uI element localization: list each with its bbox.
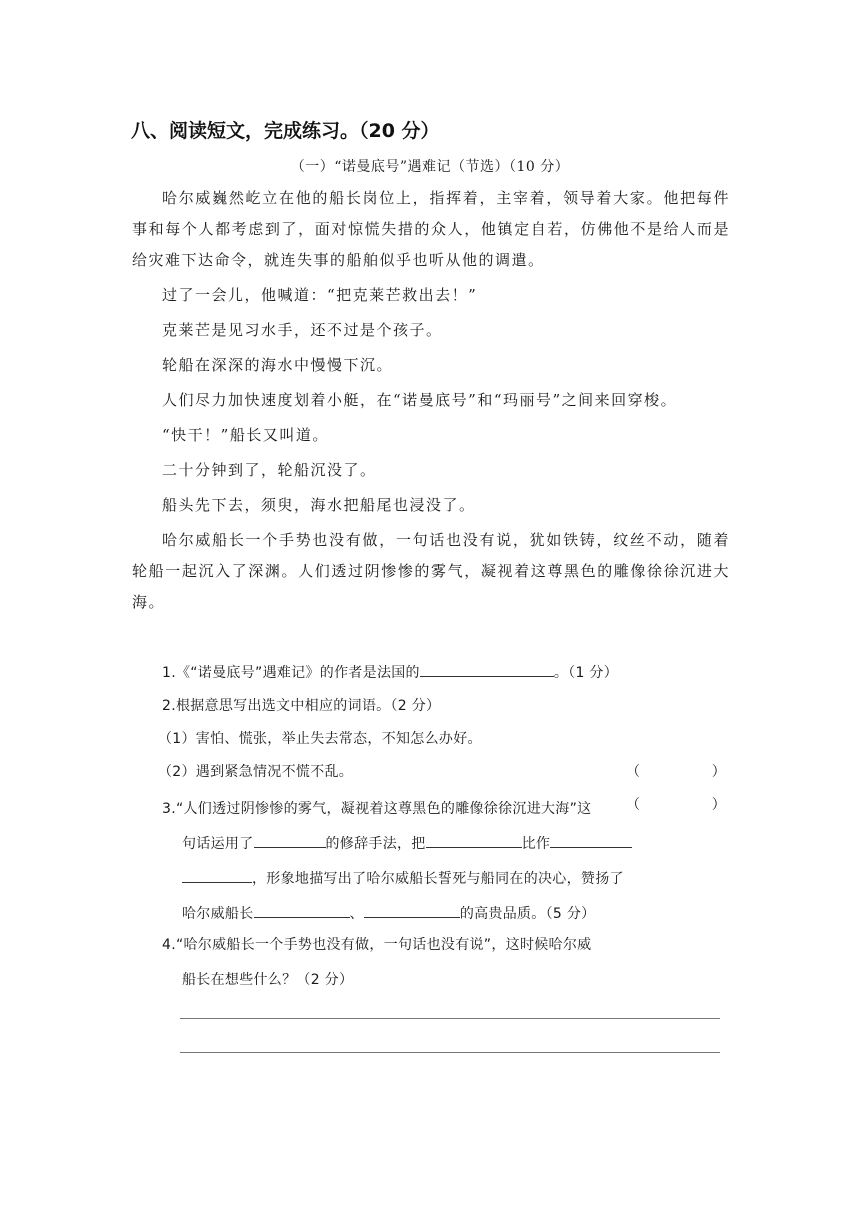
question-4-line-1: 4.“哈尔威船长一个手势也没有做，一句话也没有说”，这时候哈尔威 — [162, 937, 592, 953]
passage-paragraph: 克莱芒是见习水手，还不过是个孩子。 — [162, 321, 443, 339]
question-2-answer-2[interactable]: （ ） — [626, 797, 726, 813]
question-2-item-1-text: （1）害怕、慌张，举止失去常态，不知怎么办好。 — [158, 731, 482, 747]
question-3-line-4: 哈尔威船长 、 的高贵品质。（5 分） — [162, 897, 732, 932]
passage-paragraph: 轮船在深深的海水中慢慢下沉。 — [162, 356, 394, 374]
question-2-answer-1[interactable]: （ ） — [626, 764, 726, 780]
quality-blank-1[interactable] — [254, 899, 350, 918]
question-3-line-1: 3.“人们透过阴惨惨的雾气，凝视着这尊黑色的雕像徐徐沉进大海”这 — [162, 801, 592, 817]
passage-paragraph: 人们尽力加快速度划着小艇，在“诺曼底号”和“玛丽号”之间来回穿梭。 — [162, 391, 678, 409]
passage-paragraph: “快干！”船长又叫道。 — [162, 426, 329, 444]
passage — [132, 183, 730, 618]
passage-paragraph: 过了一会儿，他喊道：“把克莱芒救出去！” — [162, 286, 478, 304]
question-2-item-2-text: （2）遇到紧急情况不慌不乱。 — [158, 764, 354, 780]
question-3 — [162, 792, 732, 932]
question-1 — [162, 657, 732, 690]
passage-subtitle: （一）“诺曼底号”遇难记（节选）（10 分） — [290, 159, 570, 175]
passage-paragraph: 二十分钟到了，轮船沉没了。 — [162, 461, 377, 479]
question-1-blank[interactable] — [420, 658, 554, 677]
question-1-text: 1.《“诺曼底号”遇难记》的作者是法国的 — [162, 665, 420, 681]
comparison-blank-cont[interactable] — [182, 864, 252, 883]
answer-line-1[interactable] — [180, 1018, 720, 1019]
answer-line-2[interactable] — [180, 1052, 720, 1053]
question-2-prompt: 2.根据意思写出选文中相应的词语。（2 分） — [162, 698, 441, 714]
question-4 — [162, 928, 732, 998]
question-4-line-2: 船长在想些什么？（2 分） — [182, 972, 354, 988]
quality-blank-2[interactable] — [364, 899, 460, 918]
passage-paragraph: 哈尔威船长一个手势也没有做，一句话也没有说，犹如铁铸，纹丝不动，随着轮船一起沉入了深渊。人们透过阴惨惨的雾气，凝视着这尊黑色的雕像徐徐沉进大海。 — [132, 531, 730, 611]
comparison-blank[interactable] — [550, 829, 632, 848]
section-title: 八、阅读短文，完成练习。（20 分） — [131, 120, 440, 142]
question-1-score: 。（1 分） — [553, 665, 619, 681]
question-3-line-3: ，形象地描写出了哈尔威船长誓死与船同在的决心，赞扬了 — [162, 862, 732, 897]
subject-blank[interactable] — [426, 829, 522, 848]
passage-paragraph: 哈尔威巍然屹立在他的船长岗位上，指挥着，主宰着，领导着大家。他把每件事和每个人都考虑到了，面对惊慌失措的众人，他镇定自若，仿佛他不是给人而是给灾难下达命令，就连失事的船舶似乎也听从他的调遣。 — [132, 189, 730, 269]
rhetoric-blank[interactable] — [254, 829, 326, 848]
question-3-line-2: 句话运用了 的修辞手法，把 比作 — [162, 827, 732, 862]
passage-paragraph: 船头先下去，须臾，海水把船尾也浸没了。 — [162, 496, 476, 514]
